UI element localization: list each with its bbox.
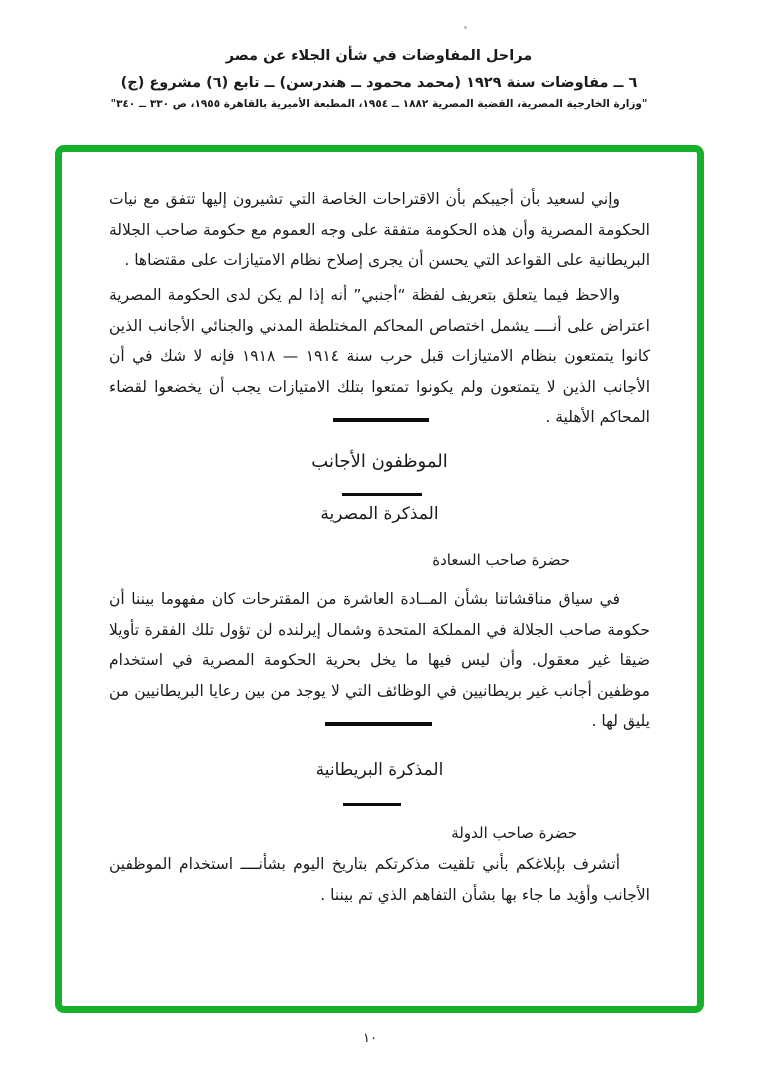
paragraph-foreigner-definition: والاحظ فيما يتعلق بتعريف لفظة “أجنبي” أنه إذا لم يكن لدى الحكومة المصرية اعتراض على أنــــ يشمل اختصاص المحاكم المختلطة المدني والجنائي الأجانب الذين كانوا يتمتعون بنظام الامتيازات قبل حرب سنة ١٩١٤ — ١٩١٨ فإنه لا شك في أن الأجانب الذين لا يتمتعون ولم يكونوا تمتعوا بتلك الامتيازات يجب أن يخضعوا لقضاء المحاكم الأهلية . [109, 286, 650, 426]
header-title: مراحل المفاوضات في شأن الجلاء عن مصر [225, 48, 533, 64]
highlight-frame [55, 145, 704, 1013]
paragraph-proposals-agreement: وإني لسعيد بأن أجيبكم بأن الاقتراحات الخاصة التي تشيرون إليها تتفق مع نيات الحكومة المصرية وأن هذه الحكومة متفقة على وجه العموم مع حكومة صاحب الجلالة البريطانية على القواعد التي يحسن أن يجرى إصلاح نظام الامتيازات على مقتضاها . [109, 190, 650, 269]
section-divider [325, 722, 432, 726]
paragraph-british-memo: أتشرف بإبلاغكم بأني تلقيت مذكرتكم بتاريخ اليوم بشأنــــ استخدام الموظفين الأجانب وأؤيد ما جاء بها بشأن التفاهم الذي تم بيننا . [109, 855, 650, 904]
title-underline [343, 803, 401, 806]
paragraph-egyptian-memo: في سياق مناقشاتنا بشأن المــادة العاشرة من المقترحات كان مفهوما بيننا أن حكومة صاحب الجلالة في المملكة المتحدة وشمال إيرلنده لن تؤول تلك الفقرة تأويلا ضيقا غير معقول. وأن ليس فيها ما يخل بحرية الحكومة المصرية في استخدام موظفين أجانب غير بريطانيين في الوظائف التي لا يوجد من بين رعايا البريطانيين من يليق لها . [109, 590, 650, 730]
section-title-egyptian-memo: المذكرة المصرية [320, 504, 439, 524]
page-header [0, 48, 758, 110]
page-number: ١٠ [363, 1031, 377, 1046]
section-title-british-memo: المذكرة البريطانية [315, 760, 444, 780]
section-divider [333, 418, 429, 422]
title-underline [342, 493, 422, 496]
salutation-premier: حضرة صاحب الدولة [451, 824, 577, 842]
scan-speck [464, 26, 467, 29]
salutation-excellency: حضرة صاحب السعادة [432, 551, 570, 569]
header-source-citation: "وزارة الخارجية المصرية، القضية المصرية ١٨٨٢ ــ ١٩٥٤، المطبعة الأميرية بالقاهرة ١٩٥٥، ص ٣٣٠ ــ ٣٤٠" [110, 98, 648, 110]
header-subtitle: ٦ ــ مفاوضات سنة ١٩٢٩ (محمد محمود ــ هندرسن) ــ تابع (٦) مشروع (ج) [120, 75, 638, 91]
section-title-foreign-employees: الموظفون الأجانب [311, 451, 448, 472]
